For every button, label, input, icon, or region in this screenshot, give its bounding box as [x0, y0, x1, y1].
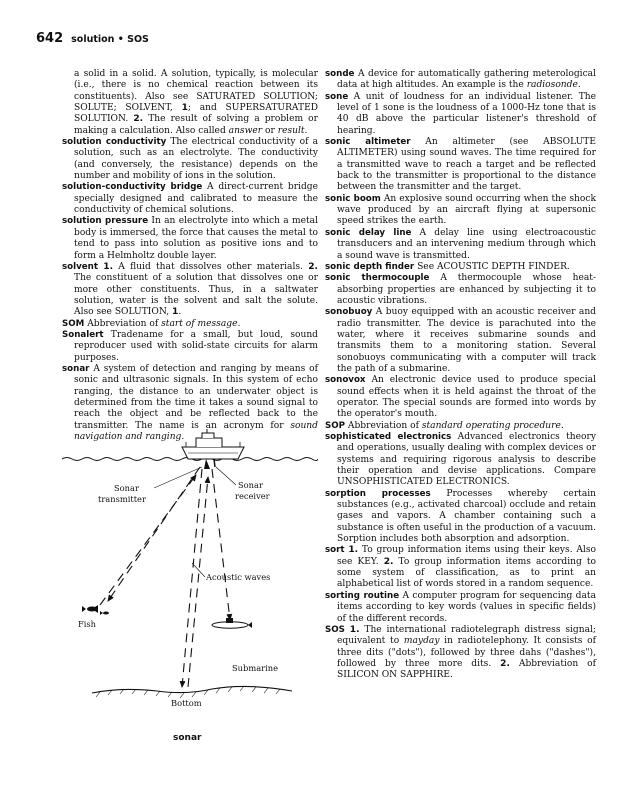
headword: sonic altimeter — [325, 137, 411, 148]
headword: SOS — [325, 624, 345, 635]
definition-text: A system of detection and ranging by means of sonic and ultrasonic signals. In this system of echo ranging, the distance to an underwater object is determined from the time it takes a sound signal to reach the object and be reflected back to the transmitter. The name is an acronym for — [74, 363, 318, 431]
headword: sonic boom — [325, 193, 381, 204]
definition-text: A device for automatically gathering meterological data at high altitudes. An example is the — [337, 69, 596, 91]
headword: sonobuoy — [325, 307, 373, 318]
definition-text: A delay line using electroacoustic transducers and an intervening medium through which a sound wave is transmitted. — [337, 227, 596, 261]
headword: sonic depth finder — [325, 261, 415, 272]
label-sonar-transmitter-2: transmitter — [98, 494, 146, 504]
definition-text: a solid in a solid. A solution, typically, is molecular (i.e., there is no chemical reaction between its constituents). Also see SATURATED SOLUTION; SOLUTE; SOLVENT, — [74, 69, 318, 114]
definition-text: A thermocouple whose heat-absorbing properties are enhanced by subjecting it to acoustic vibrations. — [337, 273, 597, 306]
definition-text: A computer program for sequencing data items according to key words (values in specific fields) of the different records. — [337, 590, 596, 624]
leader-receiver — [216, 467, 236, 485]
italic-text: standard operating procedure. — [421, 420, 564, 431]
definition-text: A direct-current bridge specially designed and calibrated to measure the conductivity of chemical solutions. — [74, 182, 318, 216]
entry-solution-conductivity — [62, 137, 318, 182]
submarine-icon — [212, 618, 252, 628]
entry-sonic-depth-finder — [325, 262, 596, 273]
entry-sonovox — [325, 375, 596, 420]
transmitter-transducer — [204, 459, 210, 469]
definition-text: ; and SUPERSATURATED SOLUTION. — [74, 103, 318, 125]
label-sonar-receiver-1: Sonar — [238, 480, 263, 490]
sense-number: 2. — [308, 261, 318, 272]
italic-text: sound navigation and ranging. — [74, 420, 318, 442]
definition-text: The constituent of a solution that dissolves one or more other constituents. Thus, in a saltwater solution, water is the solvent and salt the solute. Also see SOLUTION, — [74, 273, 318, 318]
headword: SOP — [325, 420, 346, 431]
wave-to-bottom-out — [182, 469, 202, 687]
label-sonar-receiver-2: receiver — [235, 491, 270, 501]
label-bottom: Bottom — [171, 698, 202, 708]
headword: sorption processes — [325, 488, 431, 499]
headword: solution-conductivity bridge — [62, 182, 203, 193]
sense-number: 1. — [348, 545, 359, 556]
headword: Sonalert — [62, 329, 104, 340]
definition-text: Abbreviation of — [84, 318, 162, 329]
wave-to-submarine — [212, 469, 230, 620]
entry-sonic-altimeter — [325, 137, 596, 194]
sonar-diagram — [62, 425, 318, 741]
definition-text: Tradename for a small, but loud, sound reproducer used with solid-state circuits for alarm purposes. — [74, 329, 318, 363]
entry-sonde — [325, 69, 596, 92]
sense-number: 2. — [500, 658, 510, 669]
headword: SOM — [62, 318, 85, 329]
running-title: solution • SOS — [71, 34, 149, 45]
entry-continued — [62, 69, 318, 137]
receiver-transducer — [214, 459, 215, 467]
definition-text: In an electrolyte into which a metal body is immersed, the force that causes the metal to tend to pass into solution as positive ions and to form a Helmholtz double layer. — [74, 216, 318, 261]
entry-sonalert — [62, 330, 318, 364]
entry-sorption-processes — [325, 489, 596, 546]
headword: sonar — [62, 363, 90, 374]
ship-icon — [182, 429, 244, 459]
entry-sop — [325, 421, 596, 432]
headword: sorting routine — [325, 590, 400, 601]
page-number: 642 — [36, 31, 64, 46]
figure-caption: sonar — [173, 733, 202, 741]
definition-text: The electrical conductivity of a solution, such as an electrolyte. The conductivity (and conversely, the resistance) depends on the number and mobility of ions in the solution. — [74, 137, 318, 182]
definition-text: An altimeter (see ABSOLUTE ALTIMETER) using sound waves. The time required for a transmitted wave to reach a target and be reflected back to the transmitter is proportional to the distance between the transmitter and the target. — [337, 137, 596, 193]
italic-text: result. — [277, 125, 308, 136]
left-column — [62, 69, 318, 443]
definition-text: See ACOUSTIC DEPTH FINDER. — [414, 261, 570, 272]
definition-text: The result of solving a problem or making a calculation. Also called — [74, 114, 318, 136]
headword: sort — [325, 545, 345, 556]
italic-text: answer — [228, 125, 263, 136]
definition-text: An electronic device used to produce special sound effects when it is held against the throat of the operator. The special sounds are formed into words by the operator's mouth. — [337, 375, 596, 420]
label-sonar-transmitter-1: Sonar — [114, 483, 139, 493]
label-acoustic-waves: Acoustic waves — [206, 572, 271, 582]
headword: sonic thermocouple — [325, 273, 430, 284]
definition-text: Advanced electronics theory and operations, usually dealing with complex devices or systems and requiring rigorous analysis to describe their operation and devise applications. Compare UNSOPHISTICATED ELECTRONICS. — [337, 432, 596, 488]
entry-sonic-delay-line — [325, 228, 596, 262]
definition-text: in radiotelephony. It consists of three dits ("dots"), followed by three dahs ("dashes"), followed by three more dits. — [337, 636, 596, 669]
sense-number: 2. — [133, 114, 144, 125]
definition-text: To group information items according to some system of classification, as to print an alphabetical list of words stored in a random sequence. — [337, 556, 597, 590]
entry-sort — [325, 545, 596, 590]
running-header — [36, 31, 149, 47]
wave-from-bottom-back — [188, 477, 208, 687]
definition-text: A buoy equipped with an acoustic receiver and radio transmitter. The device is parachuted into the water, where it receives submarine sounds and transmits them to a monitoring station. Several sonobuoys communicating with a computer will track the path of a submarine. — [337, 307, 596, 374]
entry-som — [62, 319, 318, 330]
definition-text: Abbreviation of — [345, 420, 422, 431]
sense-number: 1. — [103, 261, 114, 272]
definition-text: A unit of loudness for an individual listener. The level of 1 sone is the loudness of a 1000-Hz tone that is 40 dB above the particular listener's threshold of hearing. — [337, 91, 596, 136]
entry-sone — [325, 92, 596, 137]
headword: solution pressure — [62, 216, 149, 227]
sense-number: 1 — [181, 103, 188, 114]
definition-text: The international radiotelegraph distress signal; equivalent to — [337, 624, 596, 647]
entry-sonic-boom — [325, 194, 596, 228]
definition-text: Processes whereby certain substances (e.g., activated charcoal) occlude and retain gases and vapors. A chamber containing such a substance is often useful in the production of a vacuum. Sorption includes both absorption and adsorption. — [337, 488, 597, 545]
italic-text: mayday — [403, 636, 440, 647]
headword: solvent — [62, 261, 99, 272]
entry-sophisticated-electronics — [325, 432, 596, 489]
definition-text: Abbreviation of SILICON ON SAPPHIRE. — [337, 658, 596, 681]
headword: sonde — [325, 69, 355, 79]
entry-sonobuoy — [325, 307, 596, 375]
label-submarine: Submarine — [232, 663, 279, 673]
right-column — [325, 69, 596, 682]
sense-number: 1. — [349, 624, 360, 635]
sense-number: 2. — [383, 556, 394, 567]
sonar-figure — [62, 425, 318, 741]
definition-text: A fluid that dissolves other materials. — [113, 261, 309, 272]
definition-text: . — [178, 307, 182, 318]
entry-solution-pressure — [62, 216, 318, 261]
definition-text: To group information items using their keys. Also see KEY. — [337, 545, 596, 567]
definition-text: An explosive sound occurring when the shock wave produced by an aircraft flying at supersonic speed strikes the earth. — [337, 193, 596, 227]
headword: sonovox — [325, 375, 366, 386]
label-fish: Fish — [78, 619, 97, 629]
headword: sone — [325, 91, 349, 102]
definition-text: or — [262, 125, 278, 136]
entry-sos — [325, 625, 596, 682]
fish-icon-small — [100, 611, 109, 615]
headword: sophisticated electronics — [325, 432, 452, 442]
sense-number: 1 — [172, 307, 179, 318]
entry-solvent — [62, 262, 318, 319]
entry-sonic-thermocouple — [325, 273, 596, 307]
italic-text: start of message. — [161, 318, 241, 329]
fish-icon — [82, 605, 98, 613]
headword: sonic delay line — [325, 227, 412, 238]
entry-solution-conductivity-bridge — [62, 182, 318, 216]
italic-text: radiosonde. — [526, 80, 581, 91]
sea-bottom — [92, 686, 292, 693]
headword: solution conductivity — [62, 137, 167, 148]
entry-sorting-routine — [325, 591, 596, 625]
